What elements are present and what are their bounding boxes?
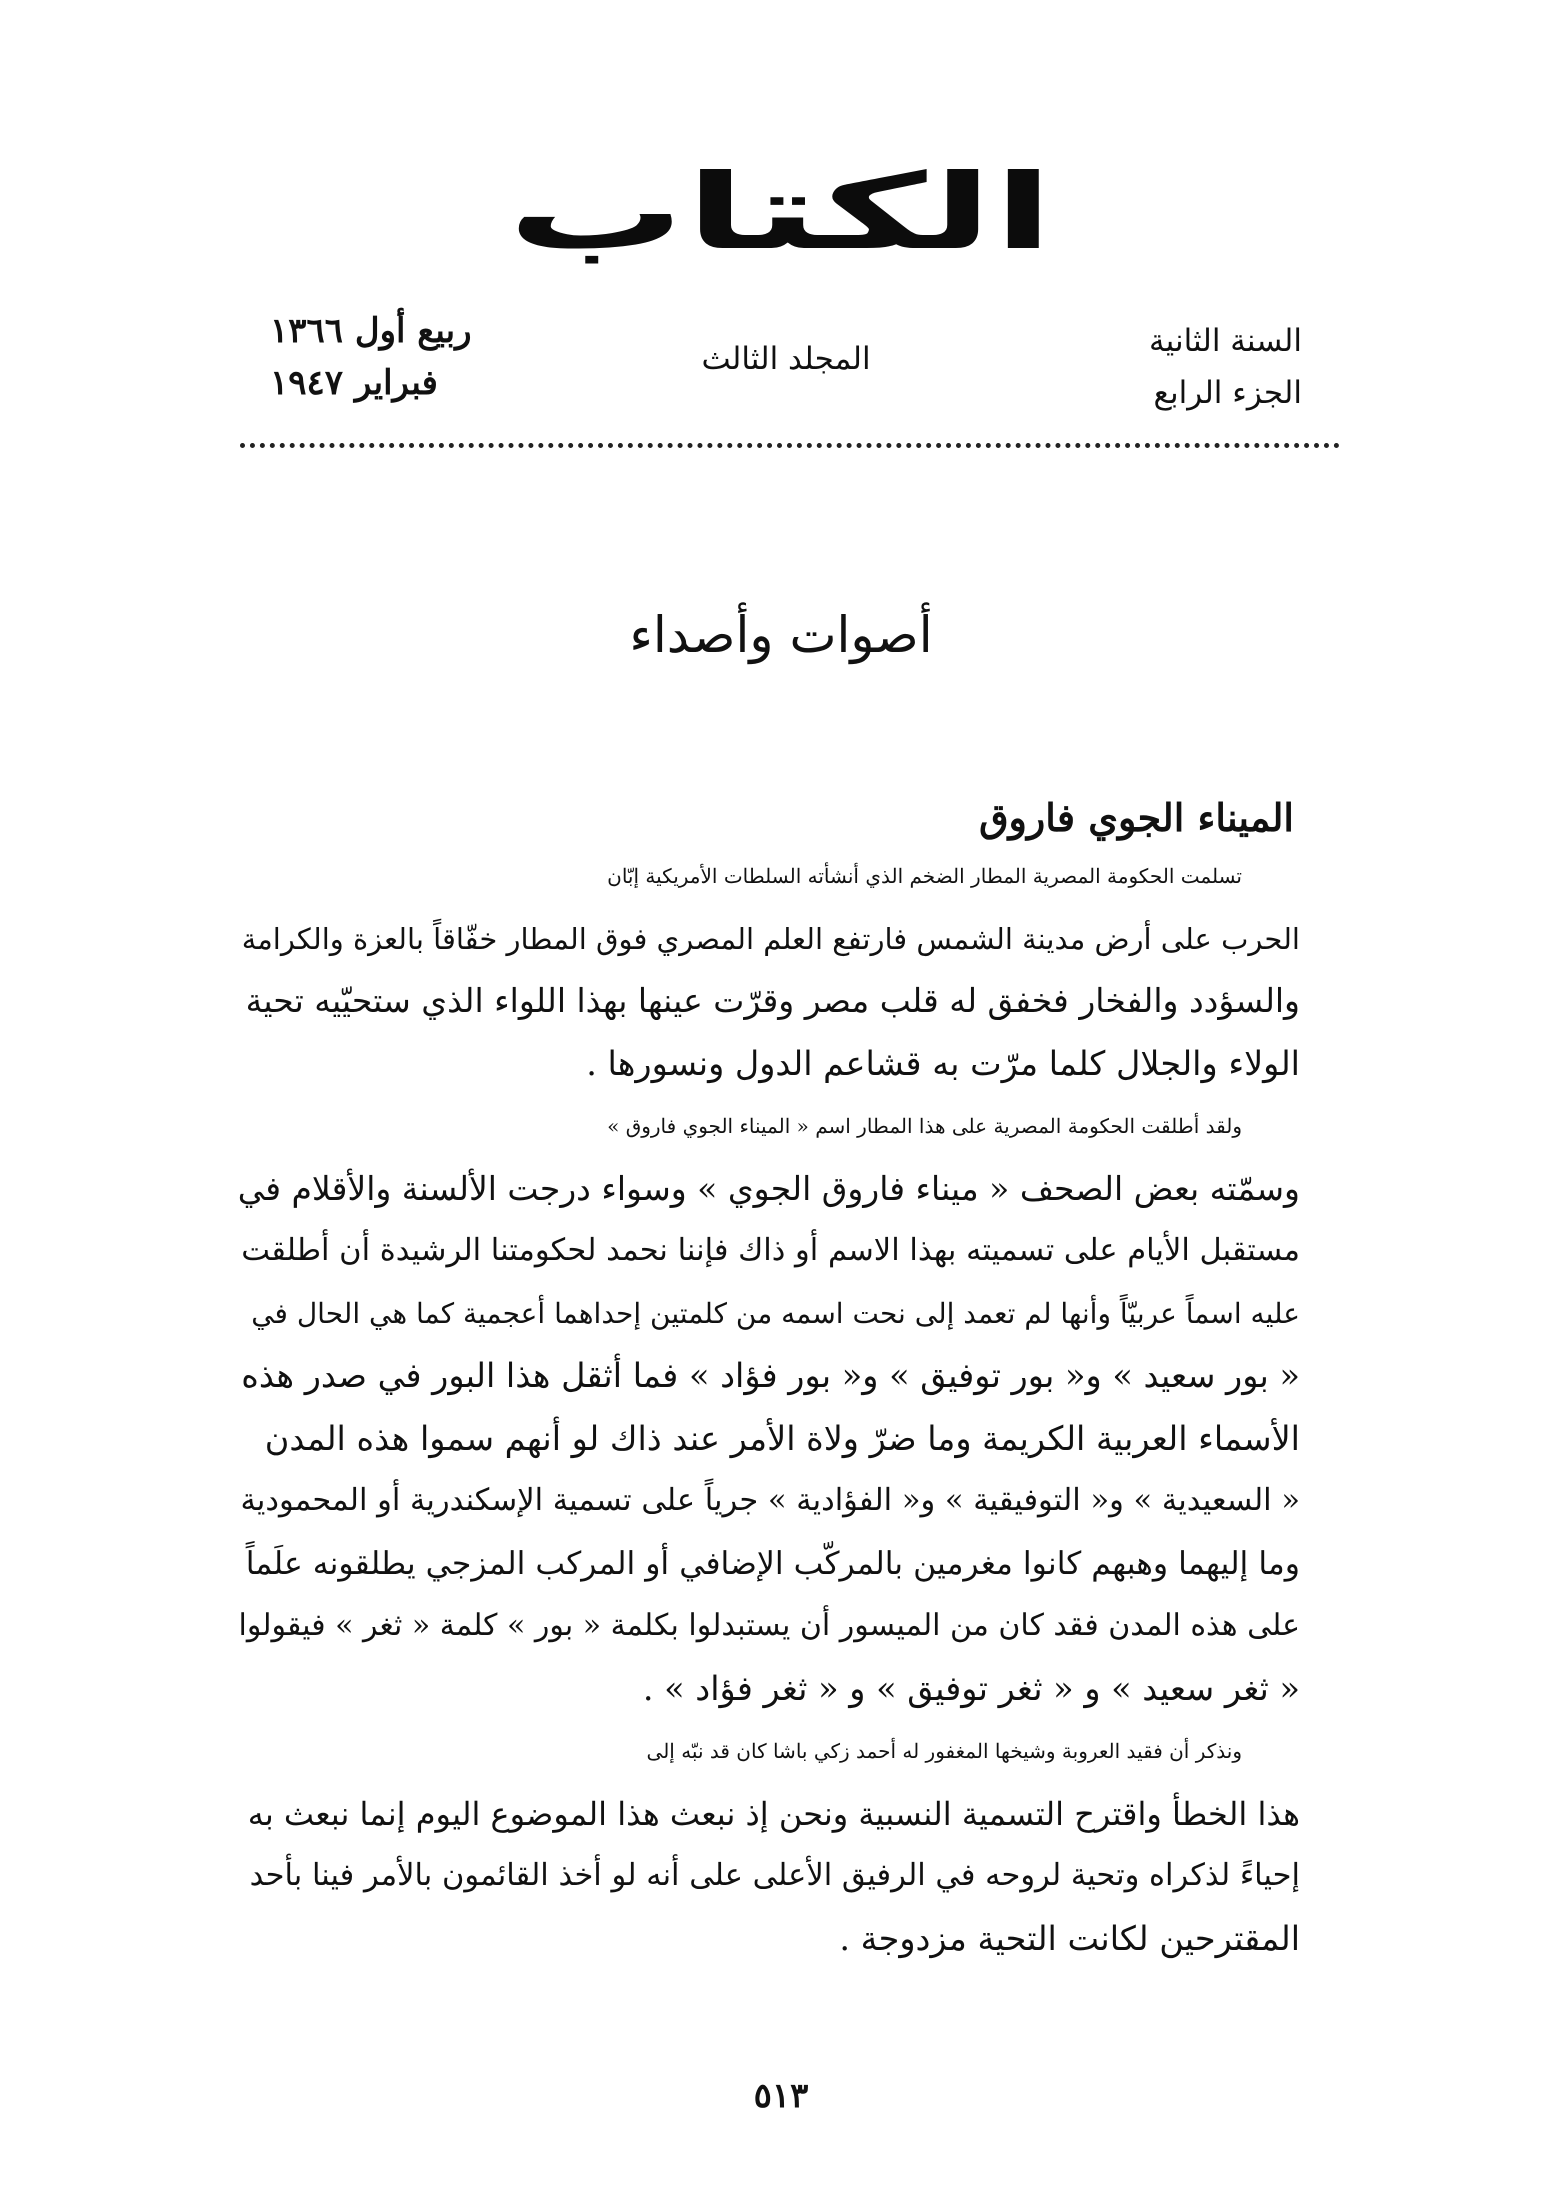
- issue-volume: المجلد الثالث: [701, 341, 871, 377]
- text-line: ونذكر أن فقيد العروبة وشيخها المغفور له أحمد زكي باشا كان قد نبّه إلى: [646, 1739, 1242, 1763]
- text-line: وما إليهما وهبهم كانوا مغرمين بالمركّب الإضافي أو المركب المزجي يطلقونه علَماً: [245, 1545, 1300, 1582]
- dotted-divider: [240, 443, 1340, 448]
- issue-info: [270, 305, 1302, 425]
- article-paragraph-3: [238, 1720, 1300, 1970]
- text-line: والسؤدد والفخار فخفق له قلب مصر وقرّت عينها بهذا اللواء الذي ستحيّيه تحية: [245, 981, 1300, 1020]
- text-line: إحياءً لذكراه وتحية لروحه في الرفيق الأعلى على أنه لو أخذ القائمون بالأمر فينا بأحد: [249, 1858, 1300, 1893]
- text-line: الأسماء العربية الكريمة وما ضرّ ولاة الأمر عند ذاك لو أنهم سموا هذه المدن: [264, 1418, 1300, 1458]
- article-paragraph-1: [238, 845, 1300, 1095]
- text-line: على هذه المدن فقد كان من الميسور أن يستبدلوا بكلمة « بور » كلمة « ثغر » فيقولوا: [238, 1608, 1300, 1643]
- masthead: [0, 151, 1562, 273]
- text-line: تسلمت الحكومة المصرية المطار الضخم الذي أنشأته السلطات الأمريكية إبّان: [607, 864, 1242, 888]
- section-title: أصوات وأصداء: [629, 606, 933, 664]
- issue-hijri-date: ربيع أول ١٣٦٦: [270, 311, 472, 351]
- issue-dates: [270, 305, 472, 409]
- article-body: [238, 845, 1300, 1970]
- text-line: « ثغر سعيد » و « ثغر توفيق » و « ثغر فؤاد » .: [642, 1668, 1300, 1708]
- issue-year: السنة الثانية: [1148, 323, 1302, 359]
- magazine-title: الكتاب: [507, 151, 1055, 273]
- text-line: وسمّته بعض الصحف « ميناء فاروق الجوي » وسواء درجت الألسنة والأقلام في: [237, 1168, 1300, 1208]
- text-line: الحرب على أرض مدينة الشمس فارتفع العلم المصري فوق المطار خفّاقاً بالعزة والكرامة: [241, 921, 1300, 956]
- page-number: ٥١٣: [753, 2076, 809, 2116]
- text-line: هذا الخطأ واقترح التسمية النسبية ونحن إذ نبعث هذا الموضوع اليوم إنما نبعث به: [247, 1794, 1300, 1833]
- article-paragraph-2: [238, 1095, 1300, 1720]
- issue-part: الجزء الرابع: [1153, 375, 1302, 411]
- issue-gregorian-date: فبراير ١٩٤٧: [270, 363, 438, 403]
- article-heading: الميناء الجوي فاروق: [979, 795, 1294, 840]
- text-line: « بور سعيد » و« بور توفيق » و« بور فؤاد » فما أثقل هذا البور في صدر هذه: [241, 1356, 1300, 1395]
- text-line: المقترحين لكانت التحية مزدوجة .: [839, 1918, 1300, 1958]
- text-line: ولقد أطلقت الحكومة المصرية على هذا المطار اسم « الميناء الجوي فاروق »: [607, 1114, 1242, 1138]
- text-line: عليه اسماً عربيّاً وأنها لم تعمد إلى نحت اسمه من كلمتين إحداهما أعجمية كما هي الحال في: [251, 1296, 1300, 1330]
- text-line: « السعيدية » و« التوفيقية » و« الفؤادية » جرياً على تسمية الإسكندرية أو المحمودية: [240, 1483, 1300, 1518]
- text-line: الولاء والجلال كلما مرّت به قشاعم الدول ونسورها .: [586, 1043, 1300, 1083]
- text-line: مستقبل الأيام على تسميته بهذا الاسم أو ذاك فإننا نحمد لحكومتنا الرشيدة أن أطلقت: [241, 1233, 1300, 1268]
